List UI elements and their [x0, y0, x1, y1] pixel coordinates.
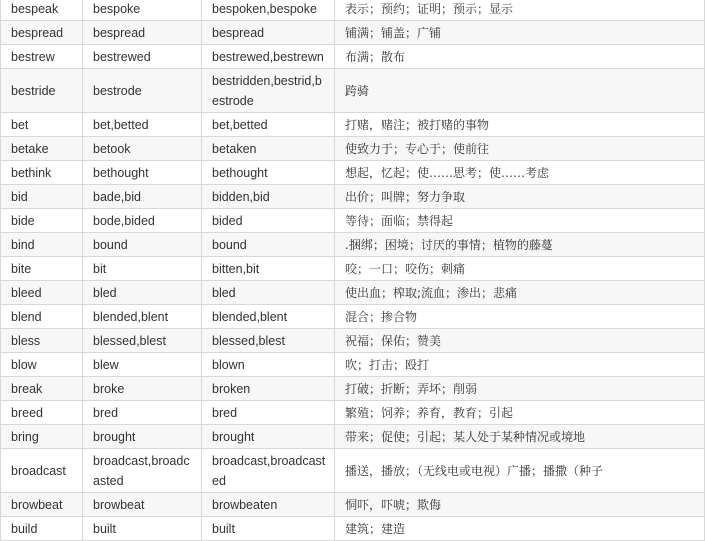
past-tense-cell: bestrode — [83, 69, 202, 113]
meaning-cell: 表示；预约；证明；预示；显示 — [335, 0, 705, 21]
table-row — [1, 113, 705, 137]
table-row — [1, 233, 705, 257]
past-participle-cell: bestridden,bestrid,bestrode — [202, 69, 335, 113]
base-form-cell: bid — [1, 185, 83, 209]
table-row — [1, 353, 705, 377]
base-form-cell: betake — [1, 137, 83, 161]
past-participle-cell: blended,blent — [202, 305, 335, 329]
past-tense-cell: broadcast,broadcasted — [83, 449, 202, 493]
base-form-cell: bestrew — [1, 45, 83, 69]
past-tense-cell: bespoke — [83, 0, 202, 21]
meaning-cell: 打赌，赌注；被打赌的事物 — [335, 113, 705, 137]
table-row — [1, 425, 705, 449]
past-participle-cell: broadcast,broadcasted — [202, 449, 335, 493]
past-tense-cell: browbeat — [83, 493, 202, 517]
base-form-cell: broadcast — [1, 449, 83, 493]
table-row — [1, 377, 705, 401]
base-form-cell: break — [1, 377, 83, 401]
base-form-cell: breed — [1, 401, 83, 425]
meaning-cell: 想起，忆起；使……思考；使……考虑 — [335, 161, 705, 185]
table-row — [1, 137, 705, 161]
meaning-cell: 咬；一口；咬伤；刺痛 — [335, 257, 705, 281]
table-row — [1, 517, 705, 541]
past-participle-cell: bet,betted — [202, 113, 335, 137]
past-participle-cell: broken — [202, 377, 335, 401]
base-form-cell: bite — [1, 257, 83, 281]
base-form-cell: browbeat — [1, 493, 83, 517]
past-participle-cell: bred — [202, 401, 335, 425]
past-participle-cell: bethought — [202, 161, 335, 185]
base-form-cell: bespread — [1, 21, 83, 45]
past-tense-cell: blew — [83, 353, 202, 377]
table-row — [1, 69, 705, 113]
past-tense-cell: bethought — [83, 161, 202, 185]
base-form-cell: blow — [1, 353, 83, 377]
meaning-cell: 布满；散布 — [335, 45, 705, 69]
base-form-cell: bleed — [1, 281, 83, 305]
past-participle-cell: bitten,bit — [202, 257, 335, 281]
base-form-cell: build — [1, 517, 83, 541]
meaning-cell: 跨骑 — [335, 69, 705, 113]
base-form-cell: bet — [1, 113, 83, 137]
past-tense-cell: bestrewed — [83, 45, 202, 69]
meaning-cell: 混合；掺合物 — [335, 305, 705, 329]
base-form-cell: blend — [1, 305, 83, 329]
past-participle-cell: bespoken,bespoke — [202, 0, 335, 21]
meaning-cell: 出价；叫牌；努力争取 — [335, 185, 705, 209]
past-tense-cell: bred — [83, 401, 202, 425]
meaning-cell: 等待；面临；禁得起 — [335, 209, 705, 233]
meaning-cell: 恫吓，吓唬；欺侮 — [335, 493, 705, 517]
past-participle-cell: blown — [202, 353, 335, 377]
table-row — [1, 449, 705, 493]
table-row — [1, 161, 705, 185]
past-participle-cell: brought — [202, 425, 335, 449]
table-row — [1, 21, 705, 45]
meaning-cell: 打破；折断；弄坏；削弱 — [335, 377, 705, 401]
past-participle-cell: blessed,blest — [202, 329, 335, 353]
past-participle-cell: built — [202, 517, 335, 541]
base-form-cell: bless — [1, 329, 83, 353]
table-row — [1, 209, 705, 233]
verb-table-body — [1, 0, 705, 541]
table-row — [1, 185, 705, 209]
past-tense-cell: betook — [83, 137, 202, 161]
meaning-cell: .捆绑；困境；讨厌的事情；植物的藤蔓 — [335, 233, 705, 257]
base-form-cell: bespeak — [1, 0, 83, 21]
meaning-cell: 建筑；建造 — [335, 517, 705, 541]
table-row — [1, 281, 705, 305]
meaning-cell: 吹；打击；殴打 — [335, 353, 705, 377]
past-tense-cell: broke — [83, 377, 202, 401]
past-tense-cell: brought — [83, 425, 202, 449]
past-tense-cell: built — [83, 517, 202, 541]
past-tense-cell: blessed,blest — [83, 329, 202, 353]
table-row — [1, 305, 705, 329]
meaning-cell: 繁殖；饲养；养育，教育；引起 — [335, 401, 705, 425]
meaning-cell: 使出血；榨取;流血；渗出；悲痛 — [335, 281, 705, 305]
meaning-cell: 带来；促使；引起；某人处于某种情况或境地 — [335, 425, 705, 449]
table-row — [1, 401, 705, 425]
table-row — [1, 493, 705, 517]
table-row — [1, 257, 705, 281]
table-row — [1, 329, 705, 353]
meaning-cell: 祝福；保佑；赞美 — [335, 329, 705, 353]
meaning-cell: 播送，播放；（无线电或电视）广播；播撒（种子 — [335, 449, 705, 493]
base-form-cell: bestride — [1, 69, 83, 113]
table-row — [1, 45, 705, 69]
past-participle-cell: bespread — [202, 21, 335, 45]
base-form-cell: bethink — [1, 161, 83, 185]
past-participle-cell: bided — [202, 209, 335, 233]
past-participle-cell: browbeaten — [202, 493, 335, 517]
base-form-cell: bring — [1, 425, 83, 449]
past-participle-cell: bestrewed,bestrewn — [202, 45, 335, 69]
past-participle-cell: bound — [202, 233, 335, 257]
past-tense-cell: bet,betted — [83, 113, 202, 137]
base-form-cell: bide — [1, 209, 83, 233]
past-participle-cell: bidden,bid — [202, 185, 335, 209]
past-tense-cell: blended,blent — [83, 305, 202, 329]
meaning-cell: 铺满；铺盖；广铺 — [335, 21, 705, 45]
past-tense-cell: bound — [83, 233, 202, 257]
past-participle-cell: betaken — [202, 137, 335, 161]
meaning-cell: 使致力于；专心于；使前往 — [335, 137, 705, 161]
base-form-cell: bind — [1, 233, 83, 257]
past-tense-cell: bit — [83, 257, 202, 281]
past-participle-cell: bled — [202, 281, 335, 305]
past-tense-cell: bespread — [83, 21, 202, 45]
past-tense-cell: bode,bided — [83, 209, 202, 233]
past-tense-cell: bled — [83, 281, 202, 305]
past-tense-cell: bade,bid — [83, 185, 202, 209]
table-row — [1, 0, 705, 21]
